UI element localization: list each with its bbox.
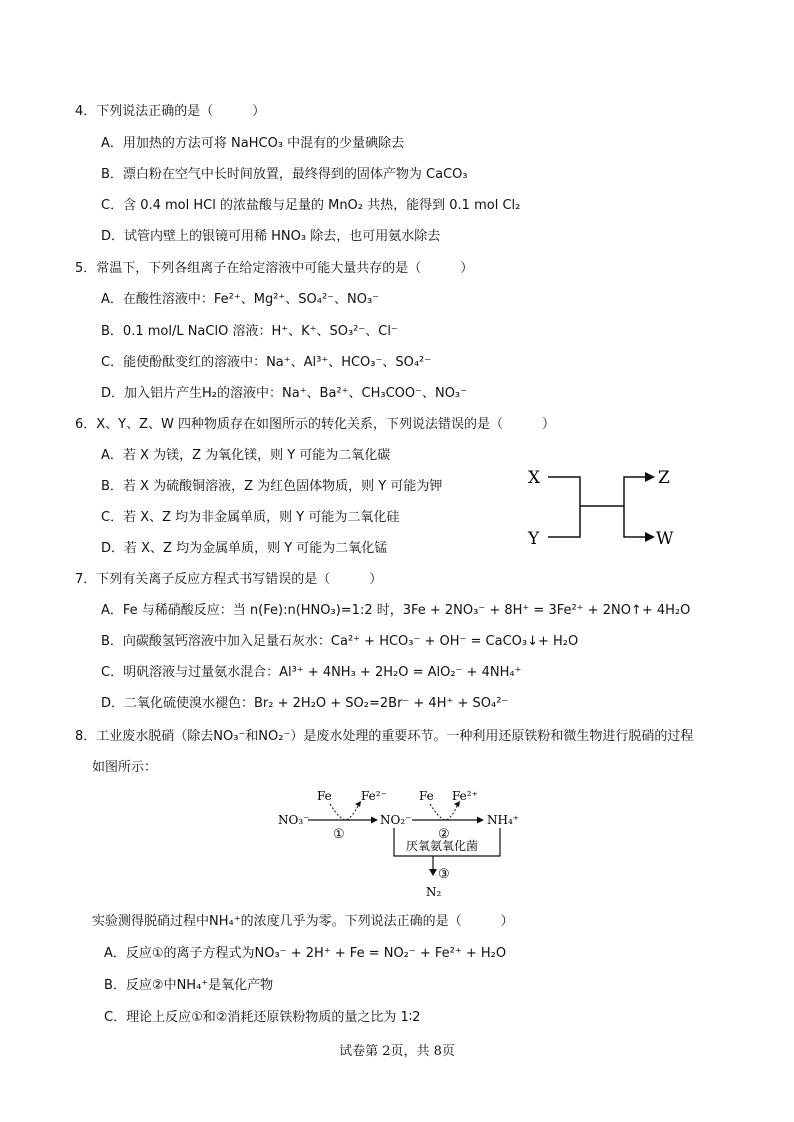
no3-label: NO₃⁻ [278, 813, 310, 827]
question-4-option-c: C．含 0.4 mol HCl 的浓盐酸与足量的 MnO₂ 共热，能得到 0.1 mol Cl₂ [101, 198, 521, 213]
question-8-stem: 8．工业废水脱硝（除去NO₃⁻和NO₂⁻）是废水处理的重要环节。一种利用还原铁粉和微生物进行脱硝的过程 [75, 729, 694, 744]
fe2-label-1: Fe²⁻ [361, 789, 387, 803]
question-8-after-diagram: 实验测得脱硝过程中NH₄⁺的浓度几乎为零。下列说法正确的是（ ） [92, 914, 514, 929]
nh4-label: NH₄⁺ [487, 813, 520, 827]
bacteria-box-label: 厌氧氨氧化菌 [406, 839, 479, 853]
question-5-option-c: C．能使酚酞变红的溶液中：Na⁺、Al³⁺、HCO₃⁻、SO₄²⁻ [101, 355, 432, 370]
fe-label-1: Fe [317, 789, 332, 803]
page-footer: 试卷第 2页，共 8页 [339, 1044, 455, 1059]
question-7-option-a: A．Fe 与稀硝酸反应：当 n(Fe):n(HNO₃)=1:2 时，3Fe + 2NO₃⁻ + 8H⁺ = 3Fe²⁺ + 2NO↑+ 4H₂O [101, 603, 691, 618]
denitrification-diagram [272, 784, 532, 904]
question-5-option-a: A．在酸性溶液中：Fe²⁺、Mg²⁺、SO₄²⁻、NO₃⁻ [101, 292, 380, 307]
question-6-option-a: A．若 X 为镁，Z 为氧化镁，则 Y 可能为二氧化碳 [101, 448, 391, 463]
step-2-label: ② [438, 827, 450, 842]
question-6-stem: 6．X、Y、Z、W 四种物质存在如图所示的转化关系，下列说法错误的是（ ） [75, 417, 556, 432]
diagram-label-x: X [528, 468, 541, 488]
question-8-option-b: B．反应②中NH₄⁺是氧化产物 [104, 978, 274, 993]
diagram-connector-lines [548, 477, 650, 537]
step-3-label: ③ [438, 867, 450, 882]
diagram-arrowheads [645, 472, 655, 542]
question-5-stem: 5．常温下，下列各组离子在给定溶液中可能大量共存的是（ ） [75, 261, 474, 276]
question-8-stem-continued: 如图所示： [92, 760, 158, 775]
question-4-option-b: B．漂白粉在空气中长时间放置，最终得到的固体产物为 CaCO₃ [101, 167, 468, 182]
question-4-stem: 4．下列说法正确的是（ ） [75, 104, 266, 119]
question-8-option-c: C．理论上反应①和②消耗还原铁粉物质的量之比为 1∶2 [104, 1010, 421, 1025]
question-8-option-a: A．反应①的离子方程式为NO₃⁻ + 2H⁺ + Fe = NO₂⁻ + Fe²⁺ + H₂O [104, 946, 507, 961]
fe2-label-2: Fe²⁺ [452, 789, 478, 803]
question-4-option-a: A．用加热的方法可将 NaHCO₃ 中混有的少量碘除去 [101, 136, 405, 151]
question-6-option-d: D．若 X、Z 均为金属单质，则 Y 可能为二氧化锰 [101, 541, 388, 556]
question-7-stem: 7．下列有关离子反应方程式书写错误的是（ ） [75, 572, 383, 587]
question-5-option-d: D．加入铝片产生H₂的溶液中：Na⁺、Ba²⁺、CH₃COO⁻、NO₃⁻ [101, 386, 468, 401]
step-1-label: ① [333, 827, 345, 842]
question-4-option-d: D．试管内壁上的银镜可用稀 HNO₃ 除去，也可用氨水除去 [101, 229, 441, 244]
question-7-option-d: D．二氧化硫使溴水褪色：Br₂ + 2H₂O + SO₂=2Br⁻ + 4H⁺ + SO₄²⁻ [101, 696, 509, 711]
diagram-label-w: W [656, 529, 674, 549]
question-6-option-c: C．若 X、Z 均为非金属单质，则 Y 可能为二氧化硅 [101, 510, 400, 525]
diagram-label-z: Z [658, 468, 670, 488]
question-6-option-b: B．若 X 为硫酸铜溶液，Z 为红色固体物质，则 Y 可能为钾 [101, 479, 443, 494]
question-7-option-b: B．向碳酸氢钙溶液中加入足量石灰水：Ca²⁺ + HCO₃⁻ + OH⁻ = CaCO₃↓+ H₂O [101, 634, 579, 649]
question-5-option-b: B．0.1 mol/L NaClO 溶液：H⁺、K⁺、SO₃²⁻、Cl⁻ [101, 324, 398, 339]
diagram-label-y: Y [528, 529, 540, 549]
n2-label: N₂ [426, 885, 442, 899]
fe-label-2: Fe [419, 789, 434, 803]
question-7-option-c: C．明矾溶液与过量氨水混合：Al³⁺ + 4NH₃ + 2H₂O = AlO₂⁻ + 4NH₄⁺ [101, 665, 522, 680]
no2-label: NO₂⁻ [380, 813, 412, 827]
transformation-diagram [520, 462, 690, 552]
